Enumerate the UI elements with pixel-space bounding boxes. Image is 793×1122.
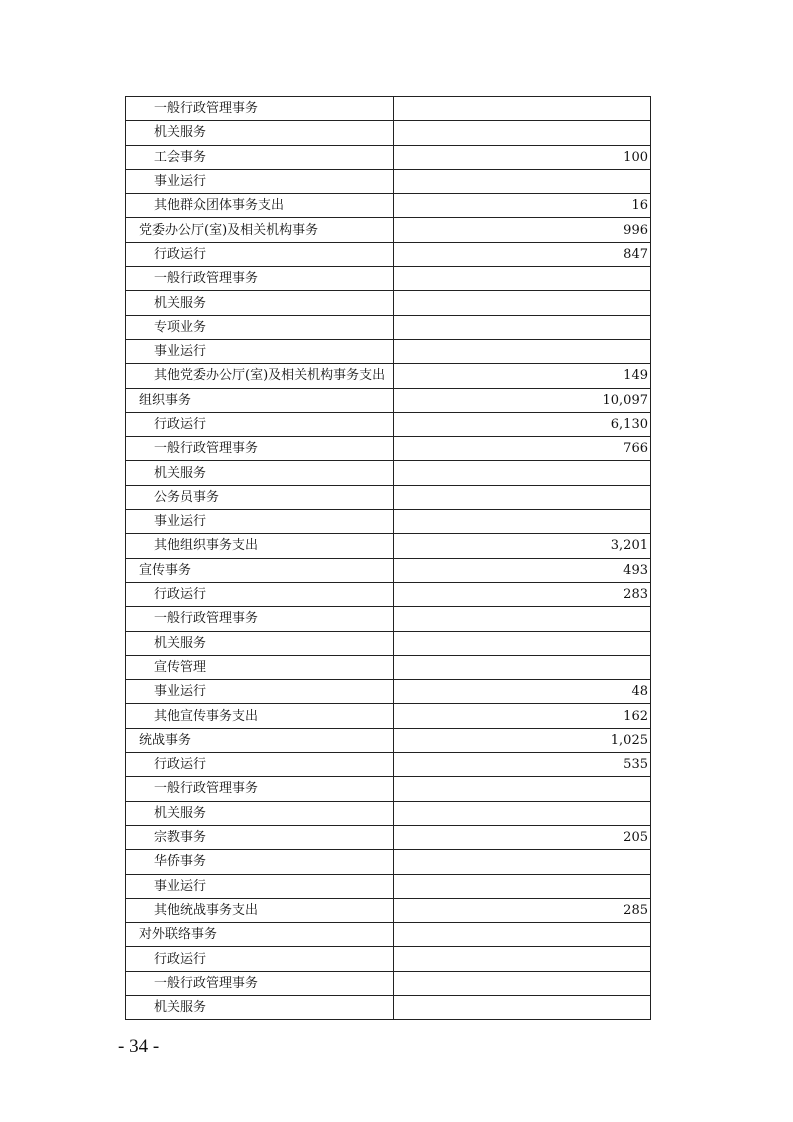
table-row [126, 655, 651, 679]
item-name: 其他统战事务支出 [154, 902, 259, 918]
item-name: 事业运行 [154, 684, 207, 700]
item-name-cell [126, 412, 394, 436]
item-name-cell [126, 437, 394, 461]
table-row [126, 607, 651, 631]
table-row [126, 631, 651, 655]
table-row [126, 145, 651, 169]
table-row [126, 510, 651, 534]
item-amount [394, 777, 651, 801]
item-name: 事业运行 [154, 174, 207, 190]
table-row [126, 218, 651, 242]
item-name: 其他党委办公厅(室)及相关机构事务支出 [154, 368, 386, 384]
item-name: 事业运行 [154, 344, 207, 360]
item-amount: 3,201 [394, 534, 651, 558]
item-amount [394, 607, 651, 631]
item-amount: 847 [394, 242, 651, 266]
table-row [126, 121, 651, 145]
page-number: - 34 - [118, 1036, 160, 1057]
table-row [126, 923, 651, 947]
item-name-cell [126, 97, 394, 121]
item-name-cell [126, 995, 394, 1019]
item-name: 组织事务 [139, 392, 192, 408]
item-amount [394, 267, 651, 291]
item-name-cell [126, 947, 394, 971]
table-row [126, 169, 651, 193]
item-amount: 1,025 [394, 728, 651, 752]
table-row [126, 801, 651, 825]
table-row [126, 364, 651, 388]
table-row [126, 461, 651, 485]
item-name-cell [126, 704, 394, 728]
item-name: 一般行政管理事务 [154, 611, 259, 627]
table-row [126, 388, 651, 412]
item-amount: 535 [394, 753, 651, 777]
item-name: 其他群众团体事务支出 [154, 198, 285, 214]
item-amount [394, 97, 651, 121]
item-name: 一般行政管理事务 [154, 441, 259, 457]
item-amount: 48 [394, 680, 651, 704]
item-name: 行政运行 [154, 417, 207, 432]
table-row [126, 898, 651, 922]
table-row [126, 704, 651, 728]
item-name: 华侨事务 [154, 854, 207, 870]
item-name-cell [126, 534, 394, 558]
item-name-cell [126, 145, 394, 169]
item-amount [394, 510, 651, 534]
item-name-cell [126, 485, 394, 509]
item-name-cell [126, 315, 394, 339]
item-name-cell [126, 558, 394, 582]
item-name-cell [126, 655, 394, 679]
item-amount: 996 [394, 218, 651, 242]
item-name: 一般行政管理事务 [154, 975, 259, 991]
item-amount: 6,130 [394, 412, 651, 436]
item-name-cell [126, 194, 394, 218]
table-row [126, 534, 651, 558]
item-amount: 162 [394, 704, 651, 728]
item-name-cell [126, 777, 394, 801]
table-row [126, 485, 651, 509]
item-name: 一般行政管理事务 [154, 271, 259, 287]
item-amount: 285 [394, 898, 651, 922]
table-row [126, 267, 651, 291]
item-name-cell [126, 801, 394, 825]
item-name-cell [126, 218, 394, 242]
item-name-cell [126, 121, 394, 145]
item-name-cell [126, 339, 394, 363]
item-name-cell [126, 242, 394, 266]
item-name-cell [126, 461, 394, 485]
item-amount [394, 655, 651, 679]
item-amount [394, 485, 651, 509]
item-name: 行政运行 [154, 951, 207, 967]
item-name: 机关服务 [154, 465, 207, 481]
table-row [126, 874, 651, 898]
item-name-cell [126, 607, 394, 631]
item-name-cell [126, 874, 394, 898]
item-amount [394, 947, 651, 971]
table-row [126, 315, 651, 339]
table-row [126, 412, 651, 436]
item-name-cell [126, 267, 394, 291]
item-name: 机关服务 [154, 635, 207, 651]
item-amount: 766 [394, 437, 651, 461]
item-amount [394, 291, 651, 315]
table-row [126, 971, 651, 995]
item-name: 行政运行 [154, 246, 207, 262]
item-name: 行政运行 [154, 757, 207, 773]
item-name-cell [126, 169, 394, 193]
item-name: 机关服务 [154, 1000, 207, 1016]
item-name: 统战事务 [139, 732, 192, 748]
item-name-cell [126, 850, 394, 874]
item-amount [394, 121, 651, 145]
item-name: 机关服务 [154, 805, 207, 821]
item-amount: 100 [394, 145, 651, 169]
item-name: 宣传事务 [139, 562, 192, 578]
expenditure-table-body [126, 97, 651, 1020]
item-name-cell [126, 728, 394, 752]
item-name-cell [126, 631, 394, 655]
item-amount [394, 315, 651, 339]
item-amount: 283 [394, 582, 651, 606]
table-row [126, 825, 651, 849]
item-name: 一般行政管理事务 [154, 781, 259, 797]
item-name: 事业运行 [154, 514, 207, 530]
table-row [126, 97, 651, 121]
item-amount: 205 [394, 825, 651, 849]
table-row [126, 753, 651, 777]
table-row [126, 558, 651, 582]
item-name: 事业运行 [154, 878, 207, 894]
item-amount [394, 995, 651, 1019]
item-amount: 149 [394, 364, 651, 388]
item-name: 宗教事务 [154, 830, 207, 846]
expenditure-table [125, 96, 651, 1020]
table-row [126, 582, 651, 606]
item-name-cell [126, 971, 394, 995]
item-amount [394, 874, 651, 898]
table-row [126, 339, 651, 363]
item-name-cell [126, 825, 394, 849]
item-name-cell [126, 680, 394, 704]
item-name-cell [126, 753, 394, 777]
item-name: 其他宣传事务支出 [154, 708, 259, 724]
item-amount [394, 801, 651, 825]
item-name: 其他组织事务支出 [154, 538, 259, 554]
item-name-cell [126, 364, 394, 388]
item-name-cell [126, 923, 394, 947]
table-row [126, 728, 651, 752]
item-name-cell [126, 388, 394, 412]
table-row [126, 291, 651, 315]
item-name-cell [126, 510, 394, 534]
item-amount [394, 169, 651, 193]
item-name: 党委办公厅(室)及相关机构事务 [139, 222, 319, 238]
item-amount [394, 631, 651, 655]
table-row [126, 194, 651, 218]
item-amount [394, 850, 651, 874]
item-name-cell [126, 898, 394, 922]
item-name: 工会事务 [154, 149, 207, 165]
item-amount: 16 [394, 194, 651, 218]
table-row [126, 242, 651, 266]
item-amount: 10,097 [394, 388, 651, 412]
table-row [126, 995, 651, 1019]
item-amount [394, 339, 651, 363]
table-row [126, 850, 651, 874]
item-name: 专项业务 [154, 319, 207, 335]
table-row [126, 777, 651, 801]
item-name: 宣传管理 [154, 659, 207, 675]
item-name: 一般行政管理事务 [154, 101, 259, 117]
item-amount [394, 923, 651, 947]
item-name: 机关服务 [154, 125, 207, 141]
item-name: 机关服务 [154, 295, 207, 311]
item-amount [394, 461, 651, 485]
item-name: 对外联络事务 [139, 927, 218, 943]
item-amount: 493 [394, 558, 651, 582]
item-name: 公务员事务 [154, 489, 220, 505]
table-row [126, 680, 651, 704]
table-row [126, 947, 651, 971]
item-name-cell [126, 582, 394, 606]
item-name: 行政运行 [154, 587, 207, 603]
item-name-cell [126, 291, 394, 315]
item-amount [394, 971, 651, 995]
table-row [126, 437, 651, 461]
